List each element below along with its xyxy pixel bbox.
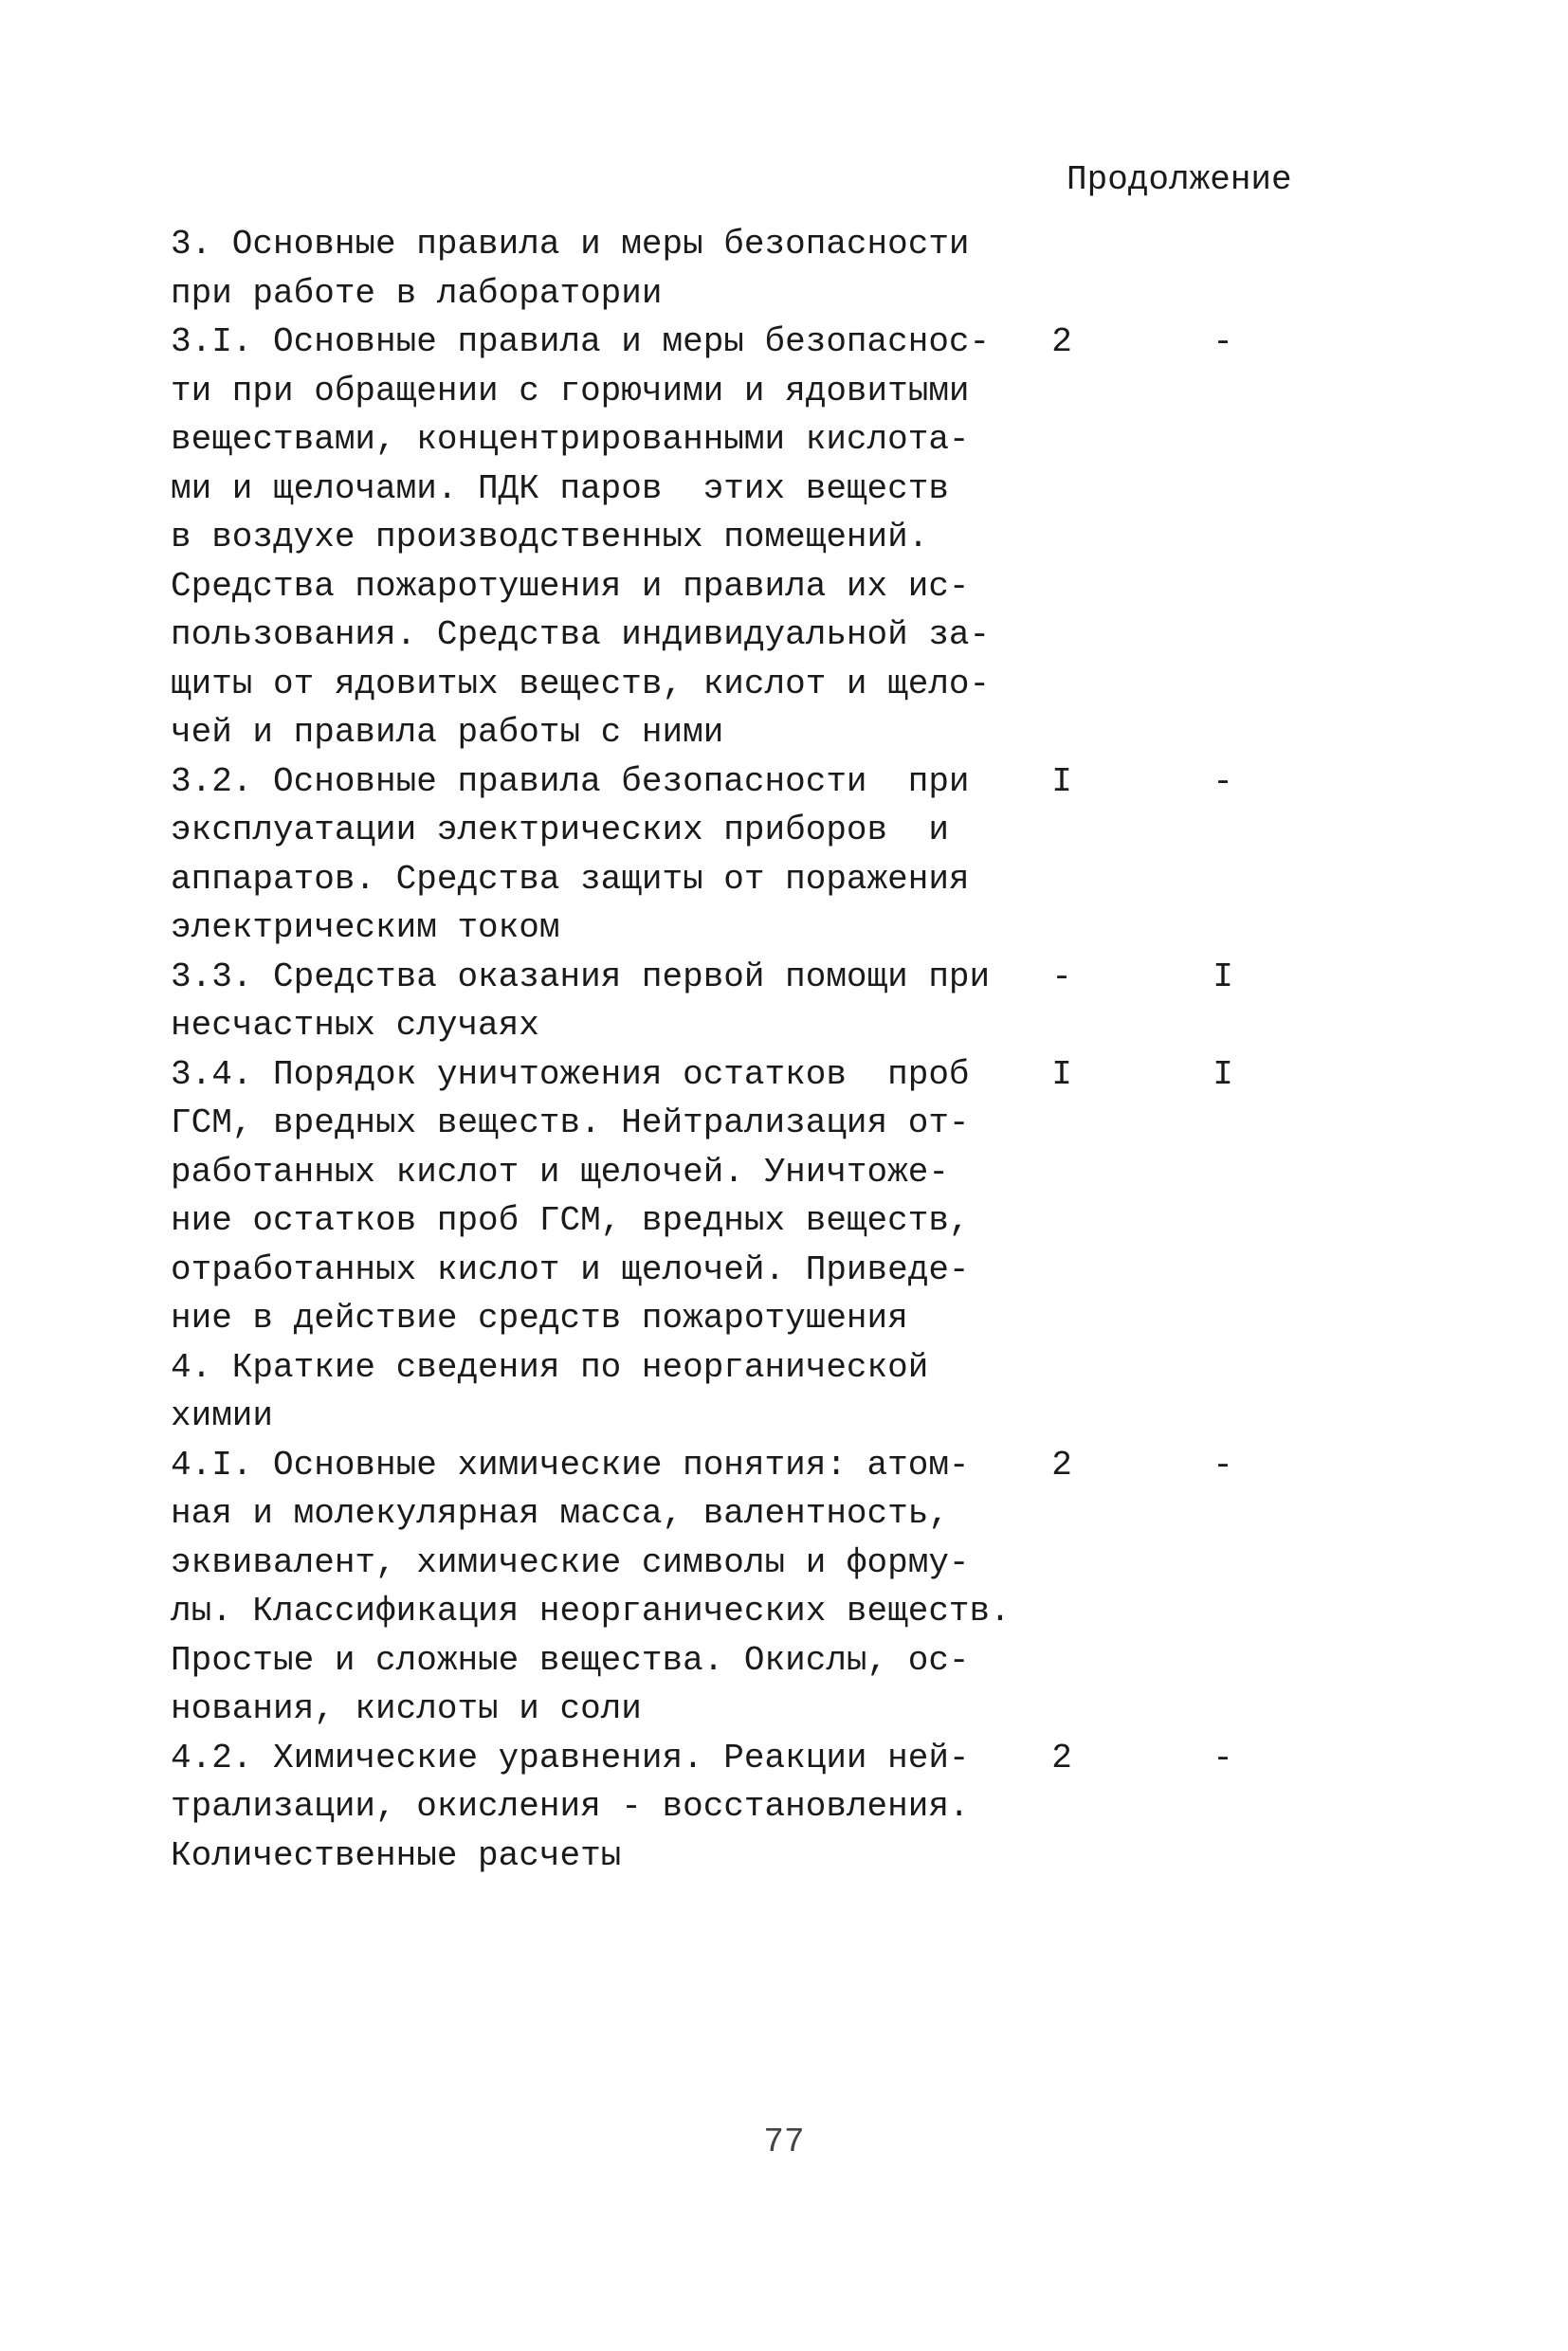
topic-row-3-4: [171, 1050, 1498, 1343]
hours-column-a: 2: [1051, 1445, 1072, 1485]
topic-row-4: [171, 1343, 1498, 1441]
topic-text: 3.4. Порядок уничтожения остатков проб ГСМ, вредных веществ. Нейтрализация от- работанных кислот и щелочей. Уничтоже- ние остатков проб ГСМ, вредных веществ, отработанных кислот и щелочей. Приведе- ние в действие средств пожаротушения: [171, 1054, 970, 1338]
page-number: 77: [763, 2123, 805, 2161]
hours-column-b: -: [1212, 761, 1233, 801]
hours-column-b: I: [1212, 957, 1233, 996]
hours-column-a: I: [1051, 761, 1072, 801]
hours-column-b: -: [1212, 322, 1233, 361]
topic-text: 4.2. Химические уравнения. Реакции ней- трализации, окисления - восстановления. Количественные расчеты: [171, 1738, 970, 1875]
topic-text: 3.2. Основные правила безопасности при эксплуатации электрических приборов и аппаратов. Средства защиты от поражения электрическим током: [171, 761, 970, 947]
topic-row-3-2: [171, 757, 1498, 953]
hours-column-b: -: [1212, 1738, 1233, 1777]
hours-column-b: -: [1212, 1445, 1233, 1485]
topic-row-4-2: [171, 1734, 1498, 1881]
hours-column-b: I: [1212, 1054, 1233, 1094]
continuation-label: Продолжение: [1067, 160, 1292, 199]
topic-text: 4.I. Основные химические понятия: атом- ная и молекулярная масса, валентность, эквивалент, химические символы и форму- лы. Классификация неорганических веществ. Простые и сложные вещества. Окислы, ос- нования, кислоты и соли: [171, 1445, 1011, 1728]
hours-column-a: 2: [1051, 322, 1072, 361]
hours-column-a: -: [1051, 957, 1072, 996]
topic-row-4-1: [171, 1441, 1498, 1734]
topic-text: 3.3. Средства оказания первой помощи при несчастных случаях: [171, 957, 991, 1045]
topic-row-3: [171, 220, 1498, 318]
topic-text: 3. Основные правила и меры безопасности при работе в лаборатории: [171, 225, 970, 313]
topic-row-3-1: [171, 318, 1498, 757]
topic-row-3-3: [171, 953, 1498, 1050]
topics-list: [171, 220, 1498, 1880]
topic-text: 4. Краткие сведения по неорганической химии: [171, 1347, 929, 1435]
hours-column-a: 2: [1051, 1738, 1072, 1777]
topic-text: 3.I. Основные правила и меры безопаснос- ти при обращении с горючими и ядовитыми веществами, концентрированными кислота- ми и щелочами. ПДК паров этих веществ в воздухе производственных помещений. Средства пожаротушения и правила их ис- пользования. Средства индивидуальной за- щиты от ядовитых веществ, кислот и щело- чей и правила работы с ними: [171, 322, 991, 752]
hours-column-a: I: [1051, 1054, 1072, 1094]
